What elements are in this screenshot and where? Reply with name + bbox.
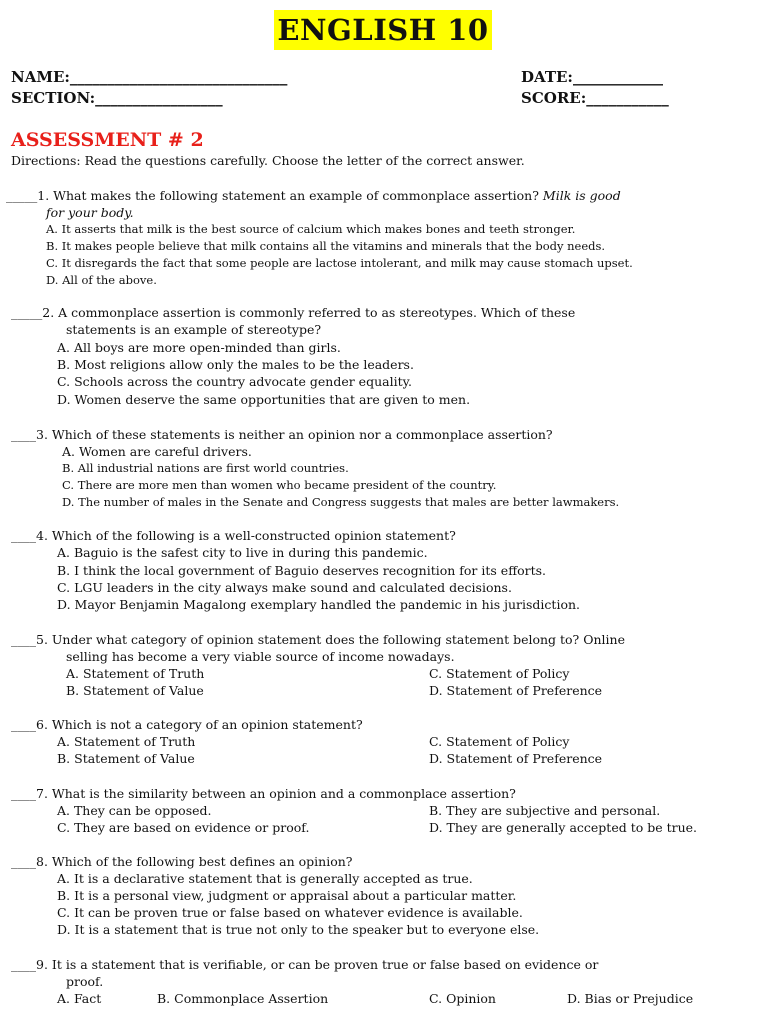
question-5-stem-cont: selling has become a very viable source of income nowadays. xyxy=(66,649,455,664)
question-1-option-b: B. It makes people believe that milk contains all the vitamins and minerals that the body needs. xyxy=(46,239,606,253)
question-5-option-d: D. Statement of Preference xyxy=(429,683,603,698)
question-4-option-c: C. LGU leaders in the city always make sound and calculated decisions. xyxy=(57,580,512,595)
question-1-stem xyxy=(6,188,621,203)
question-6-option-c: C. Statement of Policy xyxy=(429,734,570,749)
question-1-option-a: A. It asserts that milk is the best source of calcium which makes bones and teeth stronger. xyxy=(46,222,576,236)
question-8-stem: ____8. Which of the following best defines an opinion? xyxy=(11,854,353,869)
question-2-option-a: A. All boys are more open-minded than girls. xyxy=(57,340,341,355)
question-2-option-d: D. Women deserve the same opportunities that are given to men. xyxy=(57,392,471,407)
question-2-stem: _____2. A commonplace assertion is commonly referred to as stereotypes. Which of these xyxy=(11,305,576,320)
question-8-option-b: B. It is a personal view, judgment or appraisal about a particular matter. xyxy=(57,888,517,903)
question-9-option-d: D. Bias or Prejudice xyxy=(567,991,694,1006)
question-7-option-a: A. They can be opposed. xyxy=(57,803,212,818)
question-1-option-d: D. All of the above. xyxy=(46,273,157,287)
question-8-option-d: D. It is a statement that is true not only to the speaker but to everyone else. xyxy=(57,922,540,937)
page-title: ENGLISH 10 xyxy=(274,10,492,50)
question-8-option-a: A. It is a declarative statement that is generally accepted as true. xyxy=(57,871,473,886)
question-8-option-c: C. It can be proven true or false based on whatever evidence is available. xyxy=(57,905,523,920)
question-4-stem: ____4. Which of the following is a well-constructed opinion statement? xyxy=(11,528,456,543)
question-1-stem-italic: Milk is good xyxy=(542,188,621,203)
question-1-option-c: C. It disregards the fact that some people are lactose intolerant, and milk may cause stomach upset. xyxy=(46,256,633,270)
name-field-label: NAME:_____________________________ xyxy=(11,68,288,86)
directions-text: Directions: Read the questions carefully. Choose the letter of the correct answer. xyxy=(11,153,525,168)
question-9-stem-cont: proof. xyxy=(66,974,104,989)
question-9-option-c: C. Opinion xyxy=(429,991,496,1006)
section-field-label: SECTION:_________________ xyxy=(11,89,223,107)
question-7-option-c: C. They are based on evidence or proof. xyxy=(57,820,310,835)
question-5-option-b: B. Statement of Value xyxy=(66,683,204,698)
question-9-stem: ____9. It is a statement that is verifiable, or can be proven true or false based on evidence or xyxy=(11,957,599,972)
question-4-option-a: A. Baguio is the safest city to live in during this pandemic. xyxy=(57,545,428,560)
question-6-option-d: D. Statement of Preference xyxy=(429,751,603,766)
score-field-label: SCORE:___________ xyxy=(521,89,669,107)
question-1-stem-cont: for your body. xyxy=(46,205,134,220)
question-5-stem: ____5. Under what category of opinion statement does the following statement belong to? Online xyxy=(11,632,625,647)
question-2-option-b: B. Most religions allow only the males to be the leaders. xyxy=(57,357,414,372)
question-2-option-c: C. Schools across the country advocate gender equality. xyxy=(57,374,412,389)
question-7-option-d: D. They are generally accepted to be true. xyxy=(429,820,698,835)
question-4-option-d: D. Mayor Benjamin Magalong exemplary handled the pandemic in his jurisdiction. xyxy=(57,597,581,612)
question-7-stem: ____7. What is the similarity between an opinion and a commonplace assertion? xyxy=(11,786,516,801)
date-field-label: DATE:____________ xyxy=(521,68,663,86)
question-2-stem-cont: statements is an example of stereotype? xyxy=(66,322,322,337)
question-6-option-b: B. Statement of Value xyxy=(57,751,195,766)
question-9-option-b: B. Commonplace Assertion xyxy=(157,991,329,1006)
question-9-option-a: A. Fact xyxy=(57,991,102,1006)
question-1-stem-text: _____1. What makes the following statement an example of commonplace assertion? xyxy=(6,188,543,203)
question-5-option-a: A. Statement of Truth xyxy=(66,666,205,681)
question-4-option-b: B. I think the local government of Baguio deserves recognition for its efforts. xyxy=(57,563,546,578)
question-3-stem: ____3. Which of these statements is neither an opinion nor a commonplace assertion? xyxy=(11,427,553,442)
question-5-option-c: C. Statement of Policy xyxy=(429,666,570,681)
question-6-stem: ____6. Which is not a category of an opinion statement? xyxy=(11,717,363,732)
question-7-option-b: B. They are subjective and personal. xyxy=(429,803,661,818)
question-3-option-b: B. All industrial nations are first world countries. xyxy=(62,461,349,475)
question-3-option-a: A. Women are careful drivers. xyxy=(62,444,252,459)
question-3-option-d: D. The number of males in the Senate and Congress suggests that males are better lawmakers. xyxy=(62,495,620,509)
question-3-option-c: C. There are more men than women who became president of the country. xyxy=(62,478,497,492)
question-6-option-a: A. Statement of Truth xyxy=(57,734,196,749)
assessment-heading: ASSESSMENT # 2 xyxy=(11,129,204,151)
